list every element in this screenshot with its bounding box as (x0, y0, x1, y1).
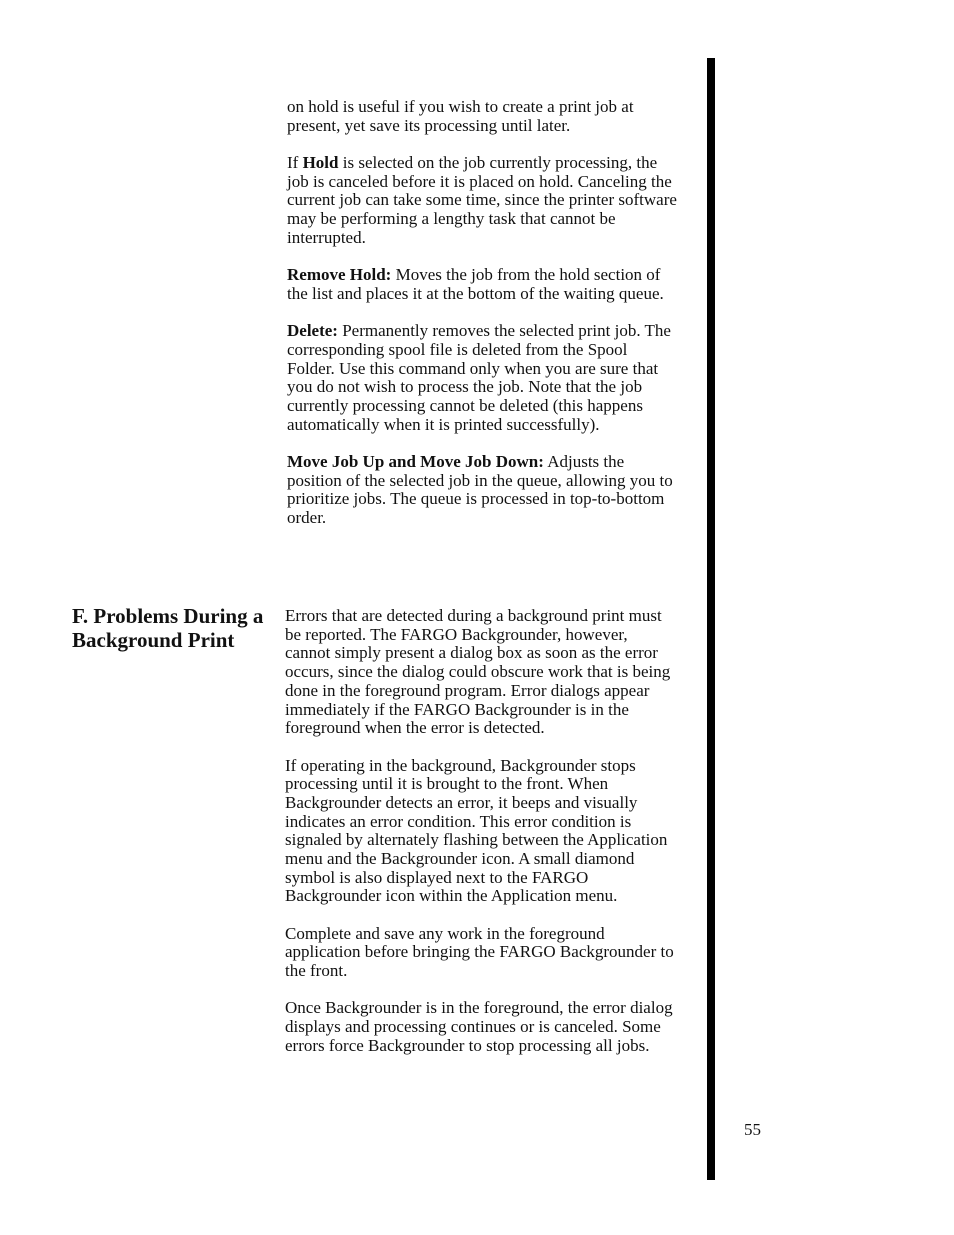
page-number: 55 (744, 1120, 761, 1139)
top-text-column (287, 98, 679, 546)
move-job-description: Adjusts the position of the selected job in the queue, allowing you to prioritize jobs. The queue is processed in top-to-bottom order. (287, 451, 673, 528)
hold-prefix: If (287, 153, 303, 172)
section-heading: F. Problems During a Background Print (72, 604, 264, 652)
move-job-paragraph (287, 453, 679, 528)
errors-paragraph: Errors that are detected during a background print must be reported. The FARGO Backgrounder, however, cannot simply present a dialog box as soon as the error occurs, since the dialog could obscure work that is being done in the foreground program. Error dialogs appear immediately if the FARGO Backgrounder is in the foreground when the error is detected. (285, 606, 671, 738)
hold-intro-paragraph: on hold is useful if you wish to create a print job at present, yet save its processing until later. (287, 97, 634, 135)
hold-paragraph (287, 154, 679, 248)
remove-hold-description: Moves the job from the hold section of the list and places it at the bottom of the waiting queue. (287, 265, 664, 303)
delete-paragraph (287, 322, 679, 434)
hold-description: is selected on the job currently processing, the job is canceled before it is placed on hold. Canceling the current job can take some time, since the printer software may be performing a lengthy task that cannot be interrupted. (287, 153, 677, 247)
background-paragraph: If operating in the background, Backgrounder stops processing until it is brought to the front. When Backgrounder detects an error, it beeps and visually indicates an error condition. This error condition is signaled by alternately flashing between the Application menu and the Backgrounder icon. A small diamond symbol is also displayed next to the FARGO Backgrounder icon within the Application menu. (285, 755, 668, 906)
delete-description: Permanently removes the selected print job. The corresponding spool file is deleted from the Spool Folder. Use this command only when you are sure that you do not wish to process the job. Note that the job currently processing cannot be deleted (this happens automatically when it is printed successfully). (287, 321, 671, 434)
foreground-paragraph: Once Backgrounder is in the foreground, the error dialog displays and processing continues or is canceled. Some errors force Backgrounder to stop processing all jobs. (285, 998, 673, 1055)
save-work-paragraph: Complete and save any work in the foreground application before bringing the FARGO Backgrounder to the front. (285, 923, 674, 981)
move-job-term: Move Job Up and Move Job Down: (287, 451, 544, 471)
delete-term: Delete: (287, 321, 338, 341)
margin-rule (707, 58, 715, 1180)
section-body (285, 607, 677, 1074)
hold-term: Hold (302, 153, 339, 172)
remove-hold-term: Remove Hold: (287, 265, 392, 285)
remove-hold-paragraph (287, 266, 679, 303)
